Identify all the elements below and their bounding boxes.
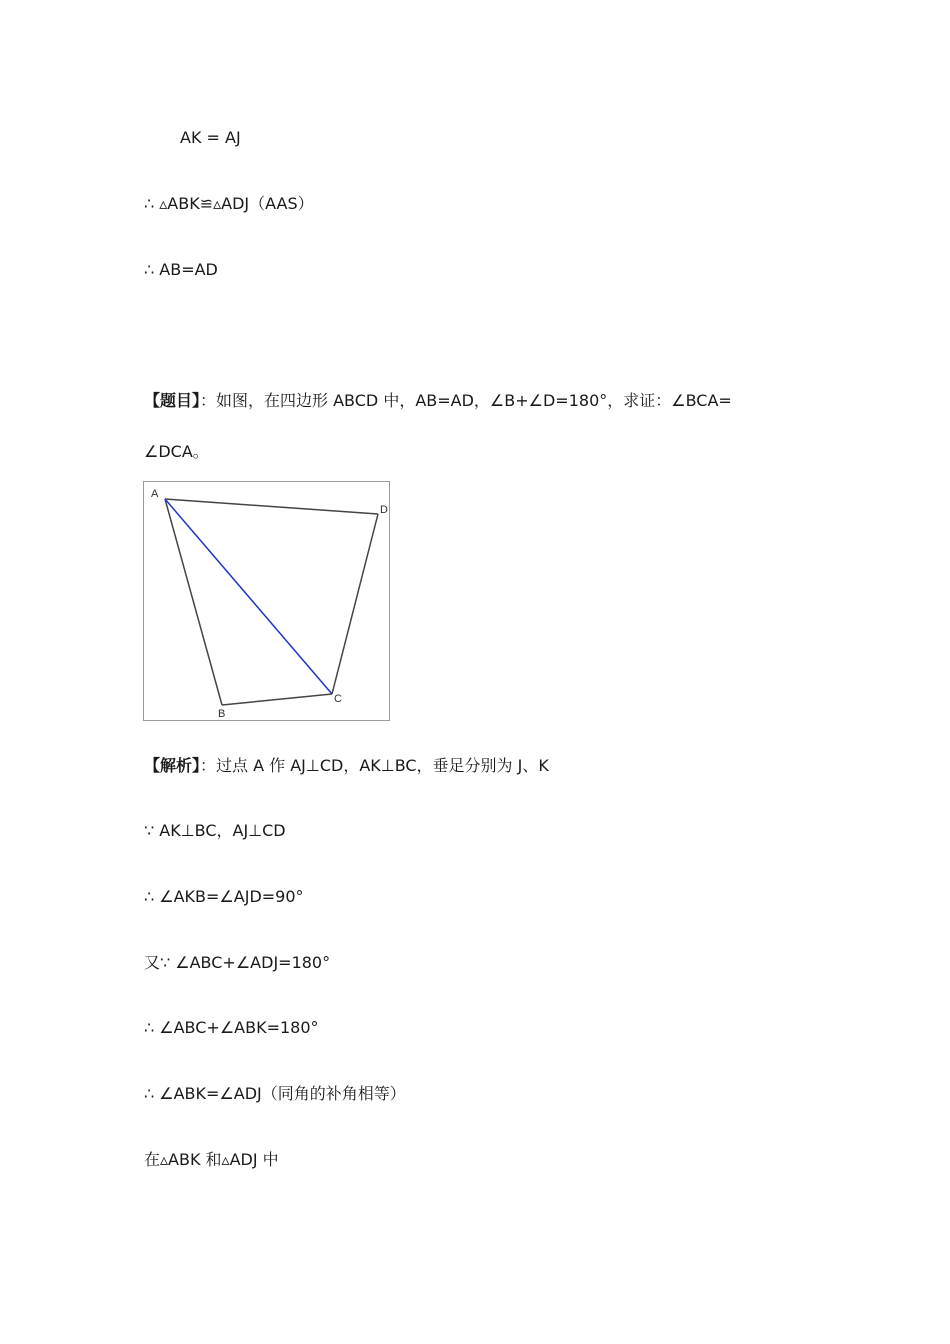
solution-intro-text: ：过点 A 作 AJ⊥CD，AK⊥BC，垂足分别为 J、K bbox=[200, 756, 549, 775]
solution-tag: 【解析】 bbox=[144, 756, 201, 775]
side-cd bbox=[332, 514, 378, 694]
quadrilateral-diagram bbox=[144, 482, 389, 720]
problem-statement-cont: ∠DCA。 bbox=[144, 442, 209, 461]
side-bc bbox=[222, 694, 332, 705]
vertex-label-c: C bbox=[334, 693, 342, 705]
problem-tag: 【题目】 bbox=[144, 391, 201, 410]
solution-step: ∵ AK⊥BC，AJ⊥CD bbox=[144, 821, 286, 840]
vertex-label-d: D bbox=[380, 504, 388, 516]
problem-text: ：如图，在四边形 ABCD 中，AB=AD，∠B+∠D=180°，求证：∠BCA= bbox=[200, 391, 732, 410]
solution-intro bbox=[144, 755, 549, 777]
solution-step: 又∵ ∠ABC+∠ADJ=180° bbox=[144, 953, 331, 972]
vertex-label-a: A bbox=[151, 488, 159, 500]
proof-line-congruence: ∴ ▵ABK≌▵ADJ（AAS） bbox=[144, 194, 314, 213]
side-ab bbox=[165, 499, 222, 705]
problem-statement bbox=[144, 390, 732, 412]
solution-step: ∴ ∠AKB=∠AJD=90° bbox=[144, 887, 304, 906]
vertex-label-b: B bbox=[218, 708, 226, 720]
diagonal-ac bbox=[165, 499, 332, 694]
solution-step: ∴ ∠ABC+∠ABK=180° bbox=[144, 1018, 319, 1037]
proof-line-ab-ad: ∴ AB=AD bbox=[144, 260, 218, 279]
proof-line-ak-aj: AK = AJ bbox=[180, 128, 241, 147]
quadrilateral-figure bbox=[143, 481, 390, 721]
solution-step: ∴ ∠ABK=∠ADJ（同角的补角相等） bbox=[144, 1084, 406, 1103]
solution-step: 在▵ABK 和▵ADJ 中 bbox=[144, 1150, 279, 1169]
side-da bbox=[165, 499, 378, 514]
